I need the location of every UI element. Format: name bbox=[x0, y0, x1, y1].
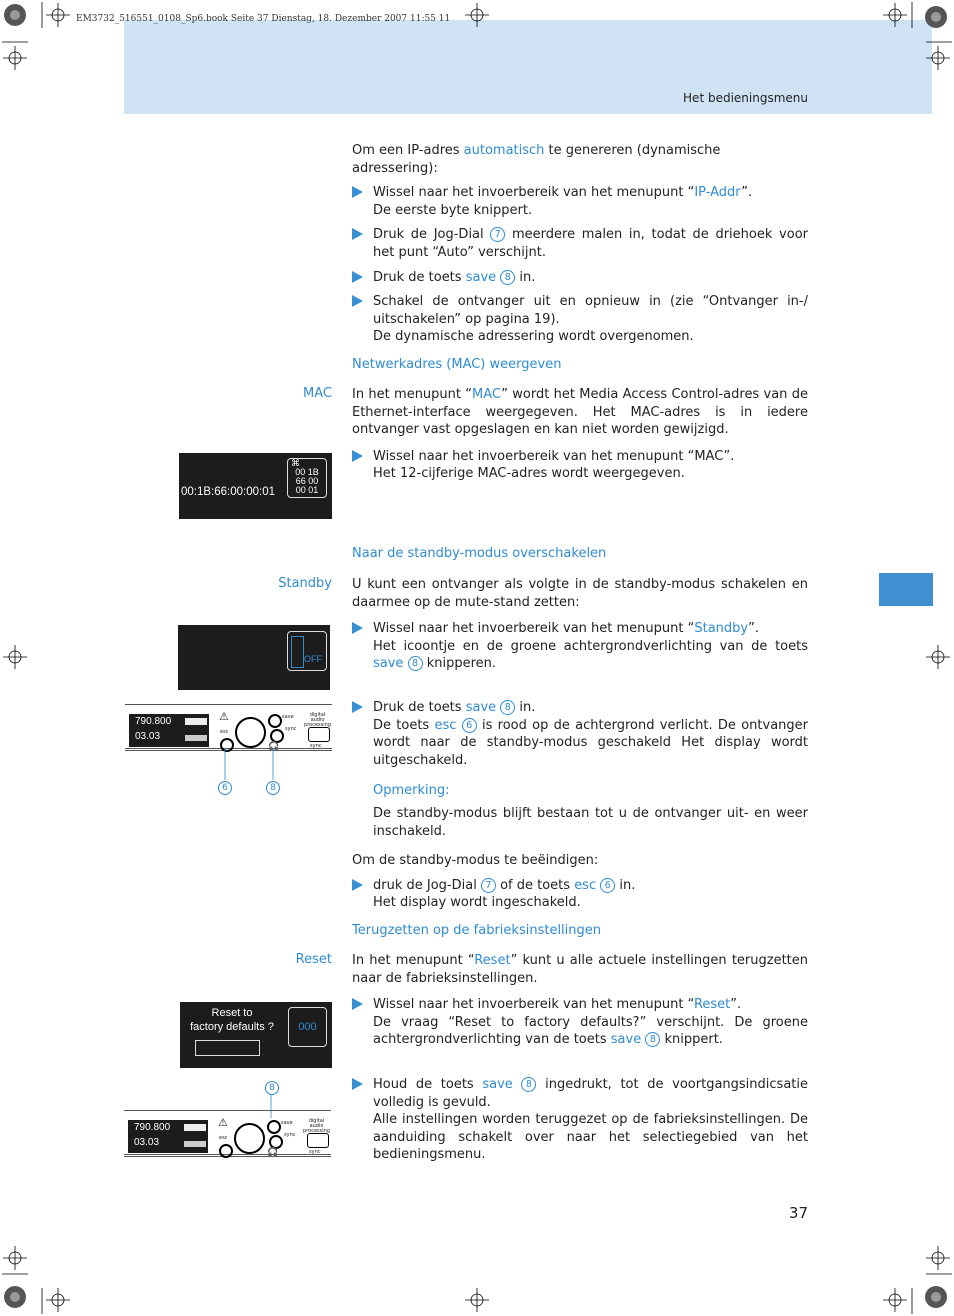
ip-step-1: Wissel naar het invoerbereik van het menupunt “IP-Addr”. De eerste byte knippert. bbox=[352, 184, 808, 219]
reset-section bbox=[352, 952, 808, 1164]
crop-mark-icon bbox=[926, 645, 950, 669]
bullet-arrow-icon bbox=[352, 701, 363, 713]
dap-label: digital audio processing bbox=[304, 712, 331, 728]
bullet-arrow-icon bbox=[352, 879, 363, 891]
crop-mark-icon bbox=[3, 46, 27, 70]
standby-battery-icon bbox=[291, 636, 304, 668]
standby-para: U kunt een ontvanger als volgte in de standby-modus schakelen en daarmee op de mute-stand zetten: bbox=[352, 577, 808, 610]
bullet-arrow-icon bbox=[352, 271, 363, 283]
callout-number: 8 bbox=[500, 700, 515, 715]
save-button[interactable] bbox=[268, 714, 282, 728]
crop-mark-icon bbox=[46, 1288, 70, 1312]
reset-code-box: 000 bbox=[288, 1007, 327, 1047]
bullet-arrow-icon bbox=[352, 186, 363, 198]
crop-mark-icon bbox=[465, 1288, 489, 1312]
headphone-icon: 🎧 bbox=[267, 1148, 279, 1158]
callout-esc: 6 bbox=[218, 781, 232, 795]
print-info: EM3732_516551_0108_Sp6.book Seite 37 Dienstag, 18. Dezember 2007 11:55 11 bbox=[76, 14, 451, 24]
standby-step-1: Wissel naar het invoerbereik van het menupunt “Standby”. Het icoontje en de groene achtergrondverlichting van de toets save 8 knipperen. bbox=[352, 620, 808, 673]
callout-number: 6 bbox=[462, 718, 477, 733]
reset-step-2: Houd de toets save 8 ingedrukt, tot de voortgangsindicsatie volledig is gevuld. Alle instellingen worden teruggezet op de fabrieksinstellingen. De aanduiding schakelt over naar het selectiegebied van het bedieningsmenu. bbox=[352, 1076, 808, 1164]
callout-number: 8 bbox=[500, 270, 515, 285]
ip-section bbox=[352, 142, 808, 346]
standby-step-3: druk de Jog-Dial 7 of de toets esc 6 in. Het display wordt ingeschakeld. bbox=[352, 877, 808, 912]
mac-step-1: Wissel naar het invoerbereik van het menupunt “MAC”. Het 12-cijferige MAC-adres wordt weergegeven. bbox=[352, 448, 808, 483]
bullet-arrow-icon bbox=[352, 450, 363, 462]
callout-number: 8 bbox=[645, 1032, 660, 1047]
reset-step-1: Wissel naar het invoerbereik van het menupunt “Reset”. De vraag “Reset to factory defaults?” verschijnt. De groene achtergrondverlichting van de toets save 8 knippert. bbox=[352, 996, 808, 1049]
dap-label: digital audio processing bbox=[303, 1118, 330, 1134]
mac-para: In het menupunt “MAC” wordt het Media Access Control-adres van de Ethernet-interface weergegeven. Het MAC-adres is in iedere ontvanger vast opgeslagen en kan niet worden gewijzigd. bbox=[352, 387, 808, 438]
jog-dial[interactable] bbox=[234, 1123, 265, 1154]
crop-mark-icon bbox=[3, 1246, 27, 1270]
callout-save-reset: 8 bbox=[265, 1081, 279, 1095]
standby-display bbox=[178, 625, 330, 690]
reset-progress-bar bbox=[195, 1040, 260, 1056]
sync-button[interactable] bbox=[269, 1135, 283, 1149]
note-heading: Opmerking: bbox=[373, 783, 450, 799]
crop-mark-icon bbox=[883, 1288, 907, 1312]
callout-number: 8 bbox=[521, 1077, 536, 1092]
crop-mark-icon bbox=[465, 3, 489, 27]
standby-heading: Naar de standby-modus overschakelen bbox=[352, 546, 607, 561]
crop-mark-icon bbox=[926, 46, 950, 70]
standby-off-label: OFF bbox=[304, 654, 322, 664]
bullet-arrow-icon bbox=[352, 998, 363, 1010]
receiver-display: 790.800 03.03 bbox=[128, 1120, 208, 1153]
bullet-arrow-icon bbox=[352, 228, 363, 240]
ip-step-4: Schakel de ontvanger uit en opnieuw in (zie “Ontvanger in-/ uitschakelen” op pagina 19). De dynamische adressering wordt overgenomen. bbox=[352, 293, 808, 346]
network-icon: ⌘ bbox=[291, 458, 300, 468]
warning-icon: ⚠ bbox=[218, 1116, 228, 1129]
standby-end-para: Om de standby-modus te beëindigen: bbox=[352, 853, 599, 869]
mac-display-icon-box: ⌘ 00 1B 66 00 00 01 bbox=[287, 458, 327, 498]
reset-display-text: Reset to factory defaults ? bbox=[190, 1007, 274, 1033]
bullet-arrow-icon bbox=[352, 622, 363, 634]
page-number: 37 bbox=[788, 1204, 808, 1222]
ip-intro: Om een IP-adres automatisch te genereren (dynamische adressering): bbox=[352, 143, 721, 176]
bullet-arrow-icon bbox=[352, 1078, 363, 1090]
headphone-icon: 🎧 bbox=[268, 742, 280, 752]
esc-button[interactable] bbox=[219, 1144, 233, 1158]
mac-display bbox=[179, 453, 332, 519]
mac-heading: Netwerkadres (MAC) weergeven bbox=[352, 357, 562, 372]
standby-section bbox=[352, 576, 808, 912]
color-bar-icon bbox=[4, 1286, 26, 1308]
crop-mark-icon bbox=[3, 645, 27, 669]
mac-section bbox=[352, 386, 808, 483]
crop-mark-icon bbox=[46, 3, 70, 27]
callout-number: 8 bbox=[408, 656, 423, 671]
mac-margin-label: MAC bbox=[303, 386, 332, 401]
link-automatisch: automatisch bbox=[463, 143, 545, 158]
crop-mark-icon bbox=[926, 1246, 950, 1270]
color-bar-icon bbox=[925, 1286, 947, 1308]
ir-window bbox=[307, 1133, 329, 1148]
reset-para: In het menupunt “Reset” kunt u alle actuele instellingen terugzetten naar de fabrieksinstellingen. bbox=[352, 953, 808, 986]
save-button[interactable] bbox=[267, 1120, 281, 1134]
color-bar-icon bbox=[4, 4, 26, 26]
header-title: Het bedieningsmenu bbox=[683, 91, 808, 105]
receiver-display: 790.800 03.03 bbox=[129, 714, 209, 747]
standby-margin-label: Standby bbox=[278, 576, 332, 591]
ip-step-3: Druk de toets save 8 in. bbox=[352, 269, 808, 287]
mac-display-address: 00:1B:66:00:00:01 bbox=[181, 486, 275, 498]
crop-mark-icon bbox=[883, 3, 907, 27]
color-bar-icon bbox=[925, 6, 947, 28]
receiver-panel: 790.800 03.03 ⚠ esc save sync 🎧 digital audio processing sync bbox=[125, 704, 332, 754]
reset-margin-label: Reset bbox=[295, 952, 332, 967]
ip-step-2: Druk de Jog-Dial 7 meerdere malen in, todat de driehoek voor het punt “Auto” verschijnt. bbox=[352, 226, 808, 261]
callout-number: 7 bbox=[490, 227, 505, 242]
callout-lines bbox=[200, 740, 300, 800]
reset-heading: Terugzetten op de fabrieksinstellingen bbox=[352, 923, 602, 938]
ir-window bbox=[308, 727, 330, 742]
note-text: De standby-modus blijft bestaan tot u de ontvanger uit- en weer inschakeld. bbox=[373, 805, 808, 839]
callout-number: 7 bbox=[481, 878, 496, 893]
reset-display bbox=[180, 1002, 332, 1068]
standby-icon-box bbox=[287, 631, 327, 671]
warning-icon: ⚠ bbox=[219, 710, 229, 723]
callout-save: 8 bbox=[266, 781, 280, 795]
receiver-panel-reset: 790.800 03.03 ⚠ esc save sync 🎧 digital audio processing sync bbox=[124, 1110, 331, 1160]
bullet-arrow-icon bbox=[352, 295, 363, 307]
standby-step-2: Druk de toets save 8 in. De toets esc 6 is rood op de achtergrond verlicht. De ontvanger wordt naar de standby-modus geschakeld Het display wordt uitgeschakeld. bbox=[352, 699, 808, 769]
callout-number: 6 bbox=[600, 878, 615, 893]
